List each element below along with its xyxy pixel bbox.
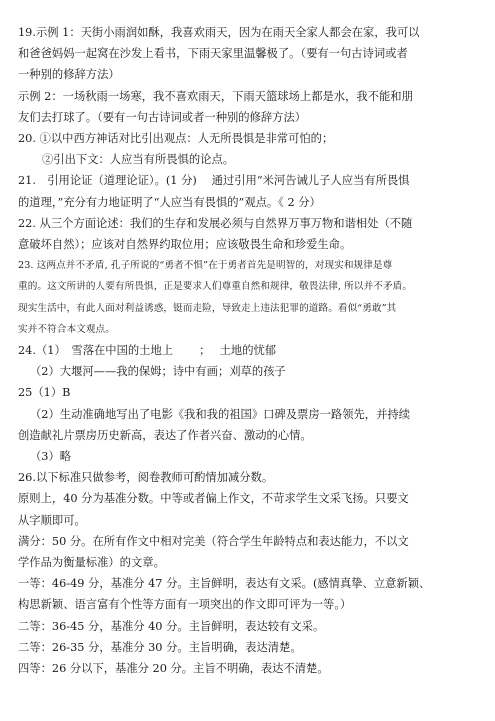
answer-22-line1: 22. 从三个方面论述：我们的生存和发展必须与自然界万事万物和谐相处（不随 [18, 216, 413, 230]
answer-23-line2: 重的。这文所讲的人要有所畏惧，正是要求人们尊重自然和规律，敬畏法律, 所以并不矛盾。 [18, 281, 413, 293]
answer-20-point2: ②引出下文：人应当有所畏惧的论点。 [42, 153, 235, 167]
answer-24-part1-second: ； 土地的忧郁 [199, 344, 277, 358]
answer-23-line1: 23. 这两点并不矛盾, 孔子所说的“勇者不惧”在于勇者首先是明智的，对现实和规律是尊 [18, 260, 393, 272]
answer-26-grade2: 二等：36-45 分，基准分 40 分。主旨鲜明，表达较有文采。 [18, 619, 325, 633]
answer-24-part1-first: 24.（1） 雪落在中国的土地上 [18, 344, 174, 358]
answer-26-full-marks-line1: 满分：50 分。在所有作文中相对完美（符合学生年龄特点和表达能力，不以文 [18, 534, 409, 548]
answer-19-example2-line1: 示例 2：一场秋雨一场寒，我不喜欢雨天，下雨天篮球场上都是水，我不能和朋 [18, 89, 413, 103]
answer-25-part2-line1: （2）生动准确地写出了电影《我和我的祖国》口碑及票房一路领先，并持续 [30, 407, 410, 421]
answer-19-example1-line2: 和爸爸妈妈一起窝在沙发上看书，下雨天家里温馨极了。（要有一句古诗词或者 [18, 47, 408, 61]
answer-26-grade4: 四等：26 分以下，基准分 20 分。主旨不明确，表达不清楚。 [18, 662, 329, 676]
answer-26-grade1-line1: 一等：46-49 分，基准分 47 分。主旨鲜明，表达有文采。(感情真挚、立意新颖、 [18, 577, 431, 591]
answer-25-part3: （3）略 [30, 450, 72, 464]
answer-21-line1: 21. 引用论证（道理论证）。(1 分) 通过引用“米河告诫儿子人应当有所畏惧 [18, 174, 410, 188]
answer-19-example2-line2: 友们去打球了。（要有一句古诗词或者一种别的修辞方法） [18, 110, 307, 124]
answer-26-intro: 26.以下标准只做参考，阅卷教师可酌情加减分数。 [18, 471, 274, 485]
answer-25-part1: 25（1）B [18, 386, 71, 400]
answer-21-line2: 的道理，”充分有力地证明了“人应当有畏惧的”观点。《 2 分） [18, 195, 321, 209]
answer-24-part1 [18, 340, 481, 361]
answer-23-line3: 现实生活中，有此人面对利益诱惑，铤而走险，导致走上违法犯罪的道路。看似“勇敢”其 [18, 302, 397, 314]
answer-25-part2-line2: 创造献礼片票房历史新高，表达了作者兴奋、激动的心情。 [18, 428, 312, 442]
answer-26-principle-line1: 原则上，40 分为基准分数。中等或者偏上作文，不苛求学生文采飞扬。只要文 [18, 492, 409, 506]
answer-23-line4: 实并不符合本文观点。 [18, 323, 115, 335]
answer-24-part2: （2）大堰河——我的保姆；诗中有画；刈草的孩子 [30, 365, 286, 379]
answer-22-line2: 意破坏自然）；应该对自然界约取位用；应该敬畏生命和珍爱生命。 [18, 238, 352, 252]
answer-26-grade1-line2: 构思新颖、语言富有个性等方面有一项突出的作文即可评为一等。） [18, 598, 352, 612]
answer-26-principle-line2: 从字顺即可。 [18, 513, 86, 527]
answer-26-grade3: 二等：26-35 分，基准分 30 分。主旨明确，表达清楚。 [18, 640, 302, 654]
answer-19-example1-line1: 19.示例 1：天街小雨润如酥，我喜欢雨天，因为在雨天全家人都会在家，我可以 [18, 26, 420, 39]
answer-20-point1: 20. ①以中西方神话对比引出观点：人无所畏惧是非常可怕的； [18, 132, 334, 146]
answer-19-example1-line3: 一种别的修辞方法） [18, 68, 120, 82]
answer-26-full-marks-line2: 学作品为衡量标准）的文章。 [18, 556, 165, 570]
